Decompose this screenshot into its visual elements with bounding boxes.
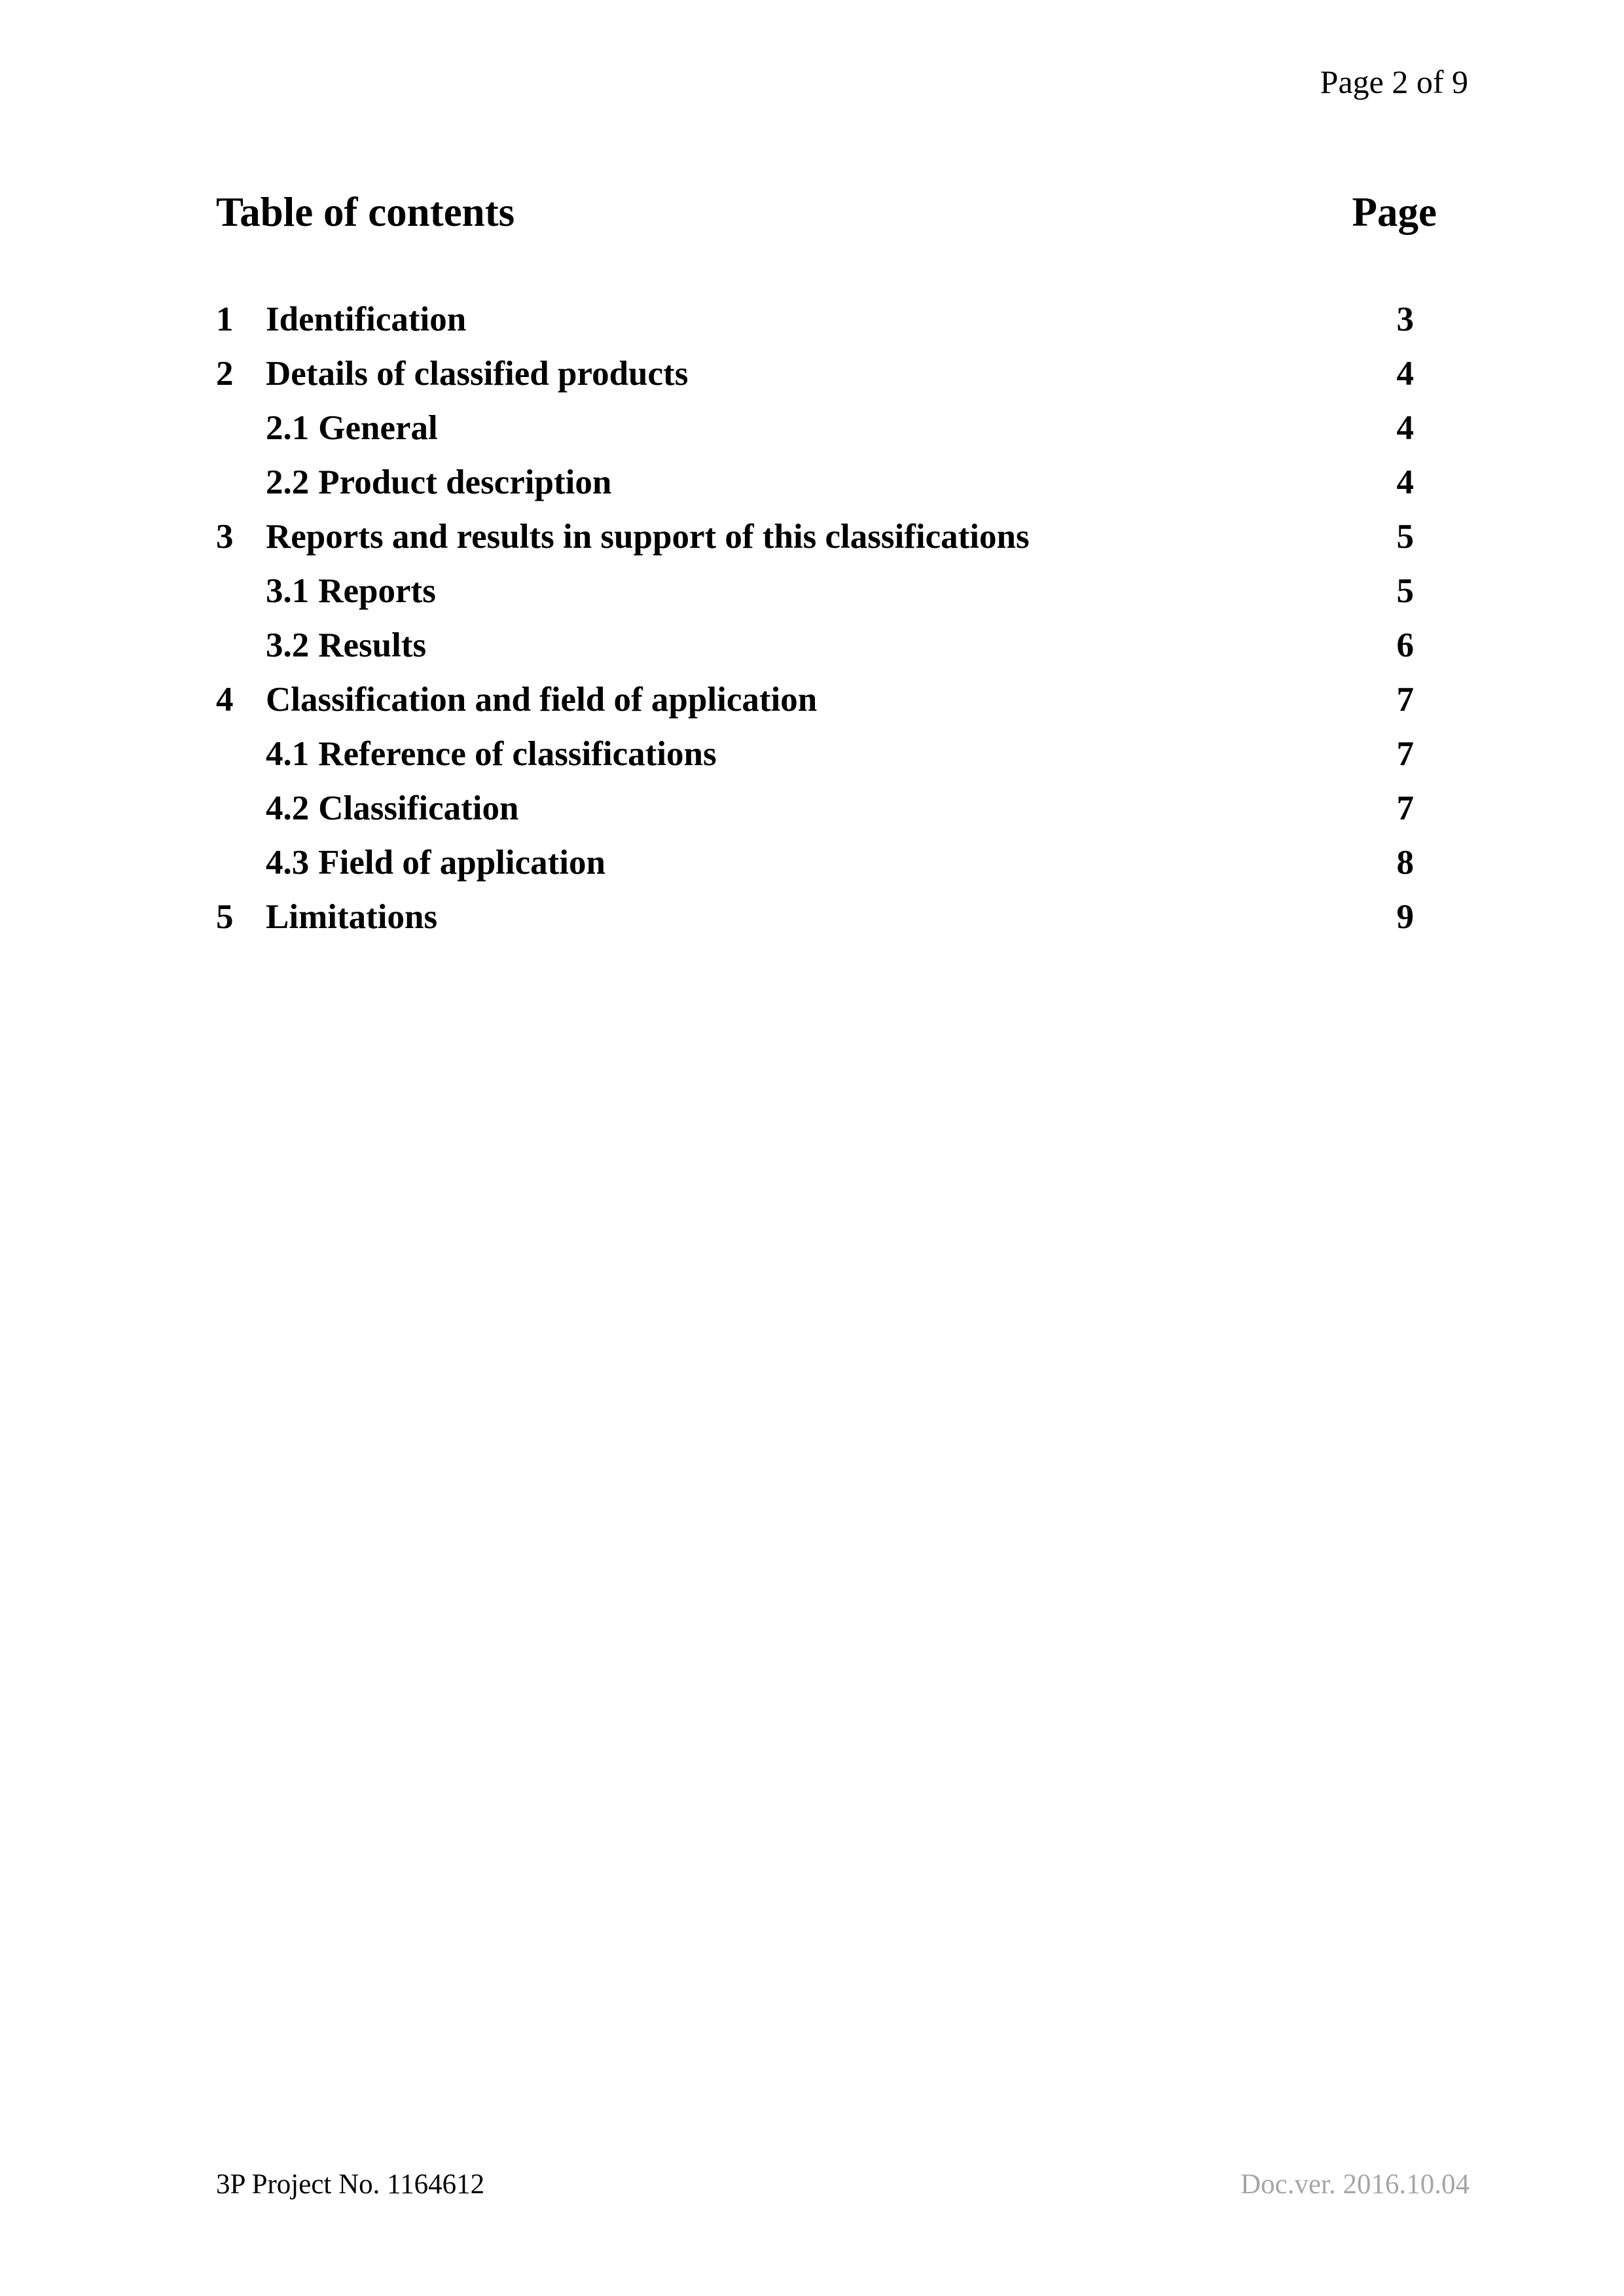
toc-entry [216,564,1470,619]
toc-entry [216,347,1470,401]
toc-list [216,293,1470,944]
toc-entry-number: 3.1 [266,572,310,610]
toc-entry [216,890,1470,944]
toc-entry-number: 3 [216,518,234,556]
toc-entry-page: 8 [1396,844,1414,882]
toc-entry [216,836,1470,890]
toc-entry-page: 4 [1396,355,1414,393]
page-header [1320,62,1468,101]
toc-entry [216,293,1470,347]
toc-entry-page: 6 [1396,626,1414,664]
toc-entry [216,673,1470,727]
toc-entry-number: 2.2 [266,463,310,501]
page-footer [216,2168,1470,2202]
toc-entry [216,781,1470,836]
toc-entry-title: Classification and field of application [266,681,818,719]
toc-entry-title: Classification [318,789,519,827]
toc-entry-title: Limitations [266,898,438,936]
toc-entry-number: 2.1 [266,409,310,447]
toc-entry-page: 3 [1396,300,1414,338]
toc-entry-number: 5 [216,898,234,936]
toc-entry-title: Identification [266,300,467,338]
toc-entry-page: 7 [1396,681,1414,719]
toc-entry-page: 5 [1396,572,1414,610]
toc-entry-page: 7 [1396,789,1414,827]
toc-entry [216,727,1470,781]
toc-entry-number: 2 [216,355,234,393]
toc-page-column-header: Page [1352,189,1437,235]
toc-entry-title: Results [318,626,427,664]
toc-entry-page: 4 [1396,463,1414,501]
toc-entry-page: 9 [1396,898,1414,936]
toc-entry [216,510,1470,564]
toc-entry [216,456,1470,510]
toc-entry-number: 1 [216,300,234,338]
toc-entry [216,619,1470,673]
page-indicator: Page 2 of 9 [1320,63,1468,100]
toc-entry-number: 3.2 [266,626,310,664]
toc-entry-title: Reference of classifications [318,735,717,773]
toc-entry-page: 4 [1396,409,1414,447]
toc-entry-number: 4.2 [266,789,310,827]
toc-entry-number: 4.1 [266,735,310,773]
footer-doc-version: Doc.ver. 2016.10.04 [1240,2169,1470,2200]
toc-heading-row [216,188,1470,236]
toc-entry-title: Details of classified products [266,355,689,393]
toc-entry-title: General [318,409,438,447]
toc-title: Table of contents [216,189,515,235]
toc-entry-number: 4 [216,681,234,719]
toc-entry-page: 7 [1396,735,1414,773]
footer-project-number: 3P Project No. 1164612 [216,2169,485,2200]
toc-entry-page: 5 [1396,518,1414,556]
toc-entry-title: Product description [318,463,612,501]
toc-entry-title: Reports and results in support of this classifications [266,518,1030,556]
toc-entry-title: Field of application [318,844,606,882]
toc-entry-title: Reports [318,572,436,610]
toc-entry-number: 4.3 [266,844,310,882]
toc-entry [216,401,1470,456]
